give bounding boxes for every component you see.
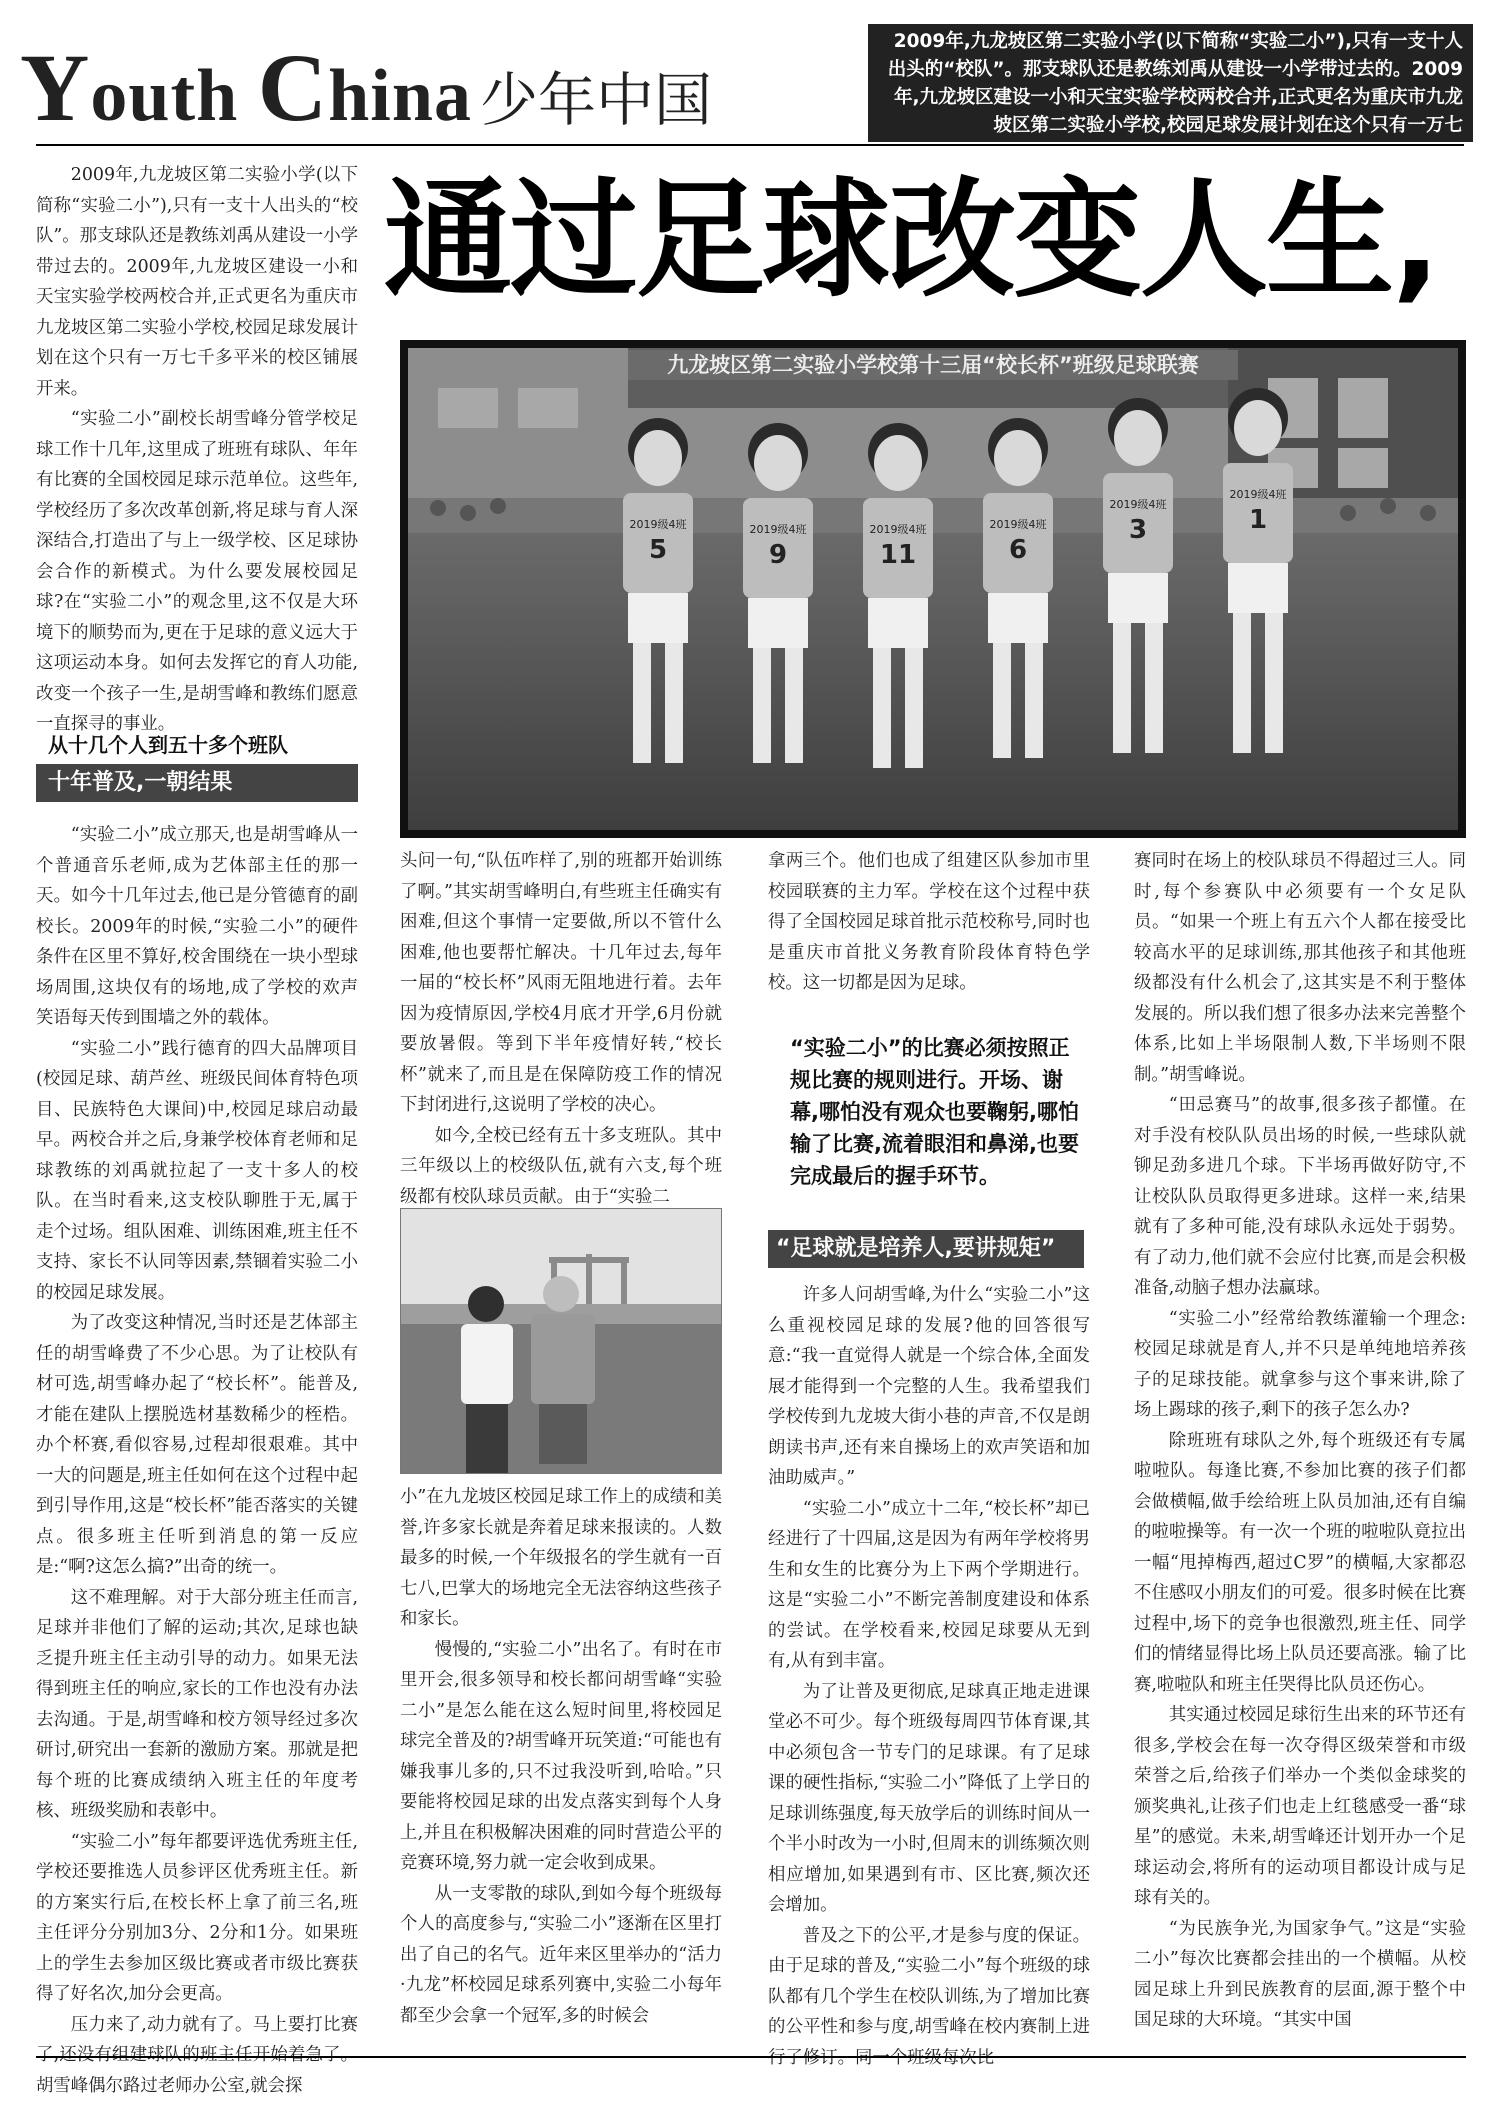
- body-paragraph: 压力来了,动力就有了。马上要打比赛了,还没有组建球队的班主任开始着急了。胡雪峰偶尔路过老师办公室,就会探: [36, 2010, 358, 2101]
- body-paragraph: “为民族争光,为国家争气。”这是“实验二小”每次比赛都会挂出的一个横幅。从校园足球上升到民族教育的层面,源于整个中国足球的大环境。“其实中国: [1134, 1914, 1466, 2036]
- body-column-4: [1134, 846, 1466, 2052]
- body-paragraph: 这不难理解。对于大部分班主任而言,足球并非他们了解的运动;其次,足球也缺乏提升班主任主动引导的动力。如果无法得到班主任的响应,家长的工作也没有办法去沟通。于是,胡雪峰和校方领导经过多次研讨,研究出一套新的激励方案。那就是把每个班的比赛成绩纳入班主任的年度考核、班级奖励和表彰中。: [36, 1583, 358, 1827]
- body-paragraph: 拿两三个。他们也成了组建区队参加市里校园联赛的主力军。学校在这个过程中获得了全国校园足球首批示范校称号,同时也是重庆市首批义务教育阶段体育特色学校。这一切都是因为足球。: [768, 846, 1090, 999]
- jersey-number: 11: [880, 540, 916, 570]
- masthead-rule: [36, 144, 1464, 146]
- subheading-kicker: 从十几个人到五十多个班队: [36, 728, 358, 762]
- body-paragraph: 小”在九龙坡区校园足球工作上的成绩和美誉,许多家长就是奔着足球来报读的。人数最多的时候,一个年级报名的学生就有一百七八,巴掌大的场地完全无法容纳这些孩子和家长。: [400, 1482, 722, 1635]
- body-paragraph: “田忌赛马”的故事,很多孩子都懂。在对手没有校队队员出场的时候,一些球队就铆足劲多进几个球。下半场再做好防守,不让校队队员取得更多进球。这样一来,结果就有了多种可能,没有球队永远处于弱势。有了动力,他们就不会应付比赛,而是会积极准备,动脑子想办法赢球。: [1134, 1090, 1466, 1304]
- jersey-label: 2019级4班: [1110, 497, 1167, 511]
- jersey-label: 2019级4班: [870, 522, 927, 536]
- body-column-1: [36, 820, 358, 2050]
- masthead-word-outh: outh: [90, 55, 257, 137]
- jersey-number: 5: [649, 535, 667, 565]
- pull-quote: “实验二小”的比赛必须按照正规比赛的规则进行。开场、谢幕,哪怕没有观众也要鞠躬,哪怕输了比赛,流着眼泪和鼻涕,也要完成最后的握手环节。: [790, 1032, 1080, 1222]
- team-photo-image: [408, 348, 1458, 830]
- coaches-photo: [400, 1208, 722, 1474]
- masthead-initial-y: Y: [20, 34, 90, 141]
- body-column-2-bottom: [400, 1482, 722, 2052]
- jersey-number: 9: [769, 540, 787, 570]
- jersey-number: 3: [1129, 515, 1147, 545]
- body-paragraph: 除班班有球队之外,每个班级还有专属啦啦队。每逢比赛,不参加比赛的孩子们都会做横幅,做手绘给班上队员加油,还有自编的啦啦操等。有一次一个班的啦啦队竟拉出一幅“甩掉梅西,超过C罗”的横幅,大家都忍不住感叹小朋友们的可爱。很多时候在比赛过程中,场下的竞争也很激烈,班主任、同学们的情绪显得比场上队员还要高涨。输了比赛,啦啦队和班主任哭得比队员还伤心。: [1134, 1426, 1466, 1701]
- body-paragraph: “实验二小”成立十二年,“校长杯”却已经进行了十四届,这是因为有两年学校将男生和女生的比赛分为上下两个学期进行。这是“实验二小”不断完善制度建设和体系的尝试。在学校看来,校园足球要从无到有,从有到丰富。: [768, 1494, 1090, 1677]
- jersey-label: 2019级4班: [750, 522, 807, 536]
- bottom-rule: [36, 2056, 1466, 2058]
- body-paragraph: “实验二小”每年都要评选优秀班主任,学校还要推选人员参评区优秀班主任。新的方案实行后,在校长杯上拿了前三名,班主任评分分别加3分、2分和1分。如果班上的学生去参加区级比赛或者市级比赛获得了好名次,加分会更高。: [36, 1827, 358, 2010]
- body-paragraph: “实验二小”成立那天,也是胡雪峰从一个普通音乐老师,成为艺体部主任的那一天。如今十几年过去,他已是分管德育的副校长。2009年的时候,“实验二小”的硬件条件在区里不算好,校舍围绕在一块小型球场周围,这块仅有的场地,成了学校的欢声笑语每天传到围墙之外的载体。: [36, 820, 358, 1034]
- subheading-band-2: “足球就是培养人,要讲规矩”: [768, 1230, 1084, 1268]
- masthead-english: [20, 55, 472, 137]
- deck-summary: 2009年,九龙坡区第二实验小学(以下简称“实验二小”),只有一支十人出头的“校队”。那支球队还是教练刘禹从建设一小学带过去的。2009年,九龙坡区建设一小和天宝实验学校两校合并,正式更名为重庆市九龙坡区第二实验小学校,校园足球发展计划在这个只有一万七: [868, 24, 1473, 142]
- coaches-photo-image: [401, 1209, 721, 1473]
- body-paragraph: 头问一句,“队伍咋样了,别的班都开始训练了啊。”其实胡雪峰明白,有些班主任确实有困难,但这个事情一定要做,所以不管什么困难,他也要帮忙解决。十几年过去,每年一届的“校长杯”风雨无阻地进行着。去年因为疫情原因,学校4月底才开学,6月份就要放暑假。等到下半年疫情好转,“校长杯”就来了,而且是在保障防疫工作的情况下封闭进行,这说明了学校的决心。: [400, 846, 722, 1121]
- jersey-label: 2019级4班: [630, 517, 687, 531]
- body-paragraph: 赛同时在场上的校队球员不得超过三人。同时,每个参赛队中必须要有一个女足队员。“如果一个班上有五六个人都在接受比较高水平的足球训练,那其他孩子和其他班级都没有什么机会了,这其实是不利于整体发展的。所以我们想了很多办法来完善整个体系,比如上半场限制人数,下半场则不限制。”胡雪峰说。: [1134, 846, 1466, 1090]
- body-paragraph: 为了让普及更彻底,足球真正地走进课堂必不可少。每个班级每周四节体育课,其中必须包含一节专门的足球课。有了足球课的硬性指标,“实验二小”降低了上学日的足球训练强度,每天放学后的训练时间从一个半小时改为一小时,但周末的训练频次则相应增加,如果遇到有市、区比赛,频次还会增加。: [768, 1677, 1090, 1921]
- jersey-number: 1: [1249, 505, 1267, 535]
- subheading-band: 十年普及,一朝结果: [36, 764, 358, 802]
- masthead: [20, 38, 810, 138]
- masthead-initial-c: C: [258, 34, 328, 141]
- body-column-3-bottom: [768, 1280, 1090, 2052]
- intro-column: [36, 160, 358, 716]
- body-paragraph: 为了改变这种情况,当时还是艺体部主任的胡雪峰费了不少心思。为了让校队有材可选,胡雪峰办起了“校长杯”。能普及,才能在建队上摆脱选材基数稀少的桎梏。办个杯赛,看似容易,过程却很艰难。其中一大的问题是,班主任如何在这个过程中起到引导作用,这是“校长杯”能否落实的关键点。很多班主任听到消息的第一反应是:“啊?这怎么搞?”出奇的统一。: [36, 1308, 358, 1583]
- body-paragraph: 如今,全校已经有五十多支班队。其中三年级以上的校级队伍,就有六支,每个班级都有校队球员贡献。由于“实验二: [400, 1121, 722, 1213]
- jersey-label: 2019级4班: [1230, 487, 1287, 501]
- masthead-chinese: 少年中国: [480, 66, 712, 134]
- team-photo: [400, 340, 1466, 838]
- intro-paragraph: 2009年,九龙坡区第二实验小学(以下简称“实验二小”),只有一支十人出头的“校队”。那支球队还是教练刘禹从建设一小学带过去的。2009年,九龙坡区建设一小和天宝实验学校两校合并,正式更名为重庆市九龙坡区第二实验小学校,校园足球发展计划在这个只有一万七千多平米的校区铺展开来。: [36, 160, 358, 404]
- jersey-number: 6: [1009, 535, 1027, 565]
- body-paragraph: 从一支零散的球队,到如今每个班级每个人的高度参与,“实验二小”逐渐在区里打出了自己的名气。近年来区里举办的“活力·九龙”杯校园足球系列赛中,实验二小每年都至少会拿一个冠军,多的时候会: [400, 1879, 722, 2032]
- banner-text: 九龙坡区第二实验小学校第十三届“校长杯”班级足球联赛: [667, 353, 1199, 377]
- intro-paragraph: “实验二小”副校长胡雪峰分管学校足球工作十几年,这里成了班班有球队、年年有比赛的全国校园足球示范单位。这些年,学校经历了多次改革创新,将足球与育人深深结合,打造出了与上一级学校、区足球协会合作的新模式。为什么要发展校园足球?在“实验二小”的观念里,这不仅是大环境下的顺势而为,更在于足球的意义远大于这项运动本身。如何去发挥它的育人功能,改变一个孩子一生,是胡雪峰和教练们愿意一直探寻的事业。: [36, 404, 358, 740]
- body-paragraph: 其实通过校园足球衍生出来的环节还有很多,学校会在每一次夺得区级荣誉和市级荣誉之后,给孩子们举办一个类似金球奖的颁奖典礼,让孩子们也走上红毯感受一番“球星”的感觉。未来,胡雪峰还计划开办一个足球运动会,将所有的运动项目都设计成与足球有关的。: [1134, 1700, 1466, 1914]
- article-headline: 通过足球改变人生,: [384, 166, 1500, 316]
- body-column-2-top: [400, 846, 722, 1200]
- body-paragraph: “实验二小”践行德育的四大品牌项目(校园足球、葫芦丝、班级民间体育特色项目、民族特色大课间)中,校园足球启动最早。两校合并之后,身兼学校体育老师和足球教练的刘禹就拉起了一支十多人的校队。在当时看来,这支校队聊胜于无,属于走个过场。组队困难、训练困难,班主任不支持、家长不认同等因素,禁锢着实验二小的校园足球发展。: [36, 1034, 358, 1309]
- jersey-label: 2019级4班: [990, 517, 1047, 531]
- body-column-3-top: [768, 846, 1090, 1018]
- body-paragraph: “实验二小”经常给教练灌输一个理念:校园足球就是育人,并不只是单纯地培养孩子的足球技能。就拿参与这个事来讲,除了场上踢球的孩子,剩下的孩子怎么办?: [1134, 1304, 1466, 1426]
- body-paragraph: 普及之下的公平,才是参与度的保证。由于足球的普及,“实验二小”每个班级的球队都有几个学生在校队训练,为了增加比赛的公平性和参与度,胡雪峰在校内赛制上进行了修订。同一个班级每次比: [768, 1921, 1090, 2074]
- body-paragraph: 许多人问胡雪峰,为什么“实验二小”这么重视校园足球的发展?他的回答很写意:“我一直觉得人就是一个综合体,全面发展才能得到一个完整的人生。我希望我们学校传到九龙坡大街小巷的声音,不仅是朗朗读书声,还有来自操场上的欢声笑语和加油助威声。”: [768, 1280, 1090, 1494]
- masthead-word-hina: hina: [328, 55, 472, 137]
- body-paragraph: 慢慢的,“实验二小”出名了。有时在市里开会,很多领导和校长都问胡雪峰“实验二小”是怎么能在这么短时间里,将校园足球完全普及的?胡雪峰开玩笑道:“可能也有嫌我事儿多的,只不过我没听到,哈哈。”只要能将校园足球的出发点落实到每个人身上,并且在积极解决困难的同时营造公平的竞赛环境,努力就一定会收到成果。: [400, 1635, 722, 1879]
